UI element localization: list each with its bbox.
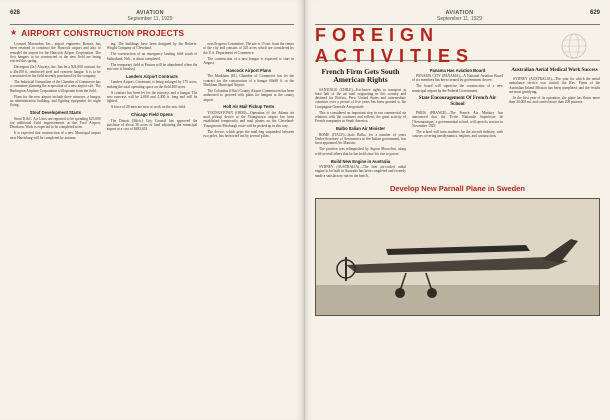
banner-title: FOREIGN ACTIVITIES <box>315 24 475 66</box>
subhead: Build New Engine in Australia <box>330 158 391 164</box>
right-page-number: 629 <box>589 10 600 16</box>
left-running-head <box>10 10 294 25</box>
paragraph: Davenport (Ia.) Airways, Inc. has let a $24,000 contract for a 40x100 ft. reinforced steel and concrete hangar. It is to be constructed on the field recently purchased by the company. <box>10 65 101 78</box>
paragraph: ing. The buildings have been designed by the Roberts-Wright Company of Cleveland. <box>106 42 198 51</box>
paragraph: PARIS (FRANCE)—The French Air Ministry has announced that the 'Ecole Nationale Superieure de l'Aeronautique,' a governmental school, will open its session in November 1929. <box>412 110 503 128</box>
subhead: Landers Airport Contracts <box>126 73 178 79</box>
left-masthead <box>128 10 173 22</box>
paragraph: ROME (ITALY)—Italo Balbo, for a number of years Under-Secretary of Aeronautics in the Italian government, has been appointed Air Minister. <box>315 132 406 146</box>
left-column-1 <box>10 42 101 142</box>
right-column-1 <box>315 65 406 180</box>
paragraph: The school will train students for the aircraft industry, with courses covering aerodynamics, engines, and construction. <box>412 129 503 139</box>
paragraph: SYDNEY (AUSTRALIA)—The year for which the aerial ambulance service was started, the Rev. Flynn of the Australian Inland Mission has been completed, and the results are most gratifying. <box>509 77 600 94</box>
plane-photo <box>315 198 600 316</box>
paragraph: SYDNEY (AUSTRALIA)—The first air-cooled radial engine to be built in Australia has been completed and recently made a satisfactory run on the bench. <box>315 165 406 178</box>
paragraph: In the first year of its operation, the plane has flown more than 20,000 mi. and carried more than 200 patients. <box>509 95 600 105</box>
right-page <box>305 0 610 420</box>
right-column-2 <box>412 65 503 180</box>
paragraph: The position was relinquished by Signor Mussolini, along with several others that he has held since his rise to power. <box>315 147 406 156</box>
paragraph: The device, which grips the mail bag suspended between two poles, has been tried out by several pilots. <box>203 129 295 139</box>
paragraph: Stout D.&C. Air Lines are reported to be spending $25,000 for additional field improvements at the Ford Airport, Dearborn. Work is expected to be completed soon. <box>10 116 101 130</box>
subhead: Balbo Italian Air Minister <box>336 126 385 132</box>
right-running-head <box>315 10 600 25</box>
right-columns <box>315 65 600 180</box>
paragraph: SANTIAGO (CHILE)—Exclusive rights to transport at least half of the air mail originating in this country and destined for Bolivia, Peru, United States and intermediate countries over a period of five years has been granted to the Compagnie Generale Aeropostale. <box>315 87 406 109</box>
right-magazine-name: AVIATION <box>445 10 474 16</box>
article-headline: State Encouragement Of French Air School <box>418 95 497 107</box>
paragraph: A force of 20 men are now at work on the new field. <box>110 105 187 110</box>
right-issue-date: September 11, 1929 <box>437 16 482 22</box>
paragraph: Leonard Macomber, Inc., airport engineers, Boston, has been retained to construct the Hancock airport and also to remodel the airport for the Hancock Airport Corporation. The first hangars to be constructed at the new field are being erected this spring. <box>10 42 101 64</box>
paragraph: The Markham (Ill.) Chamber of Commerce has let the contract for the construction of a hangar 60x80 ft. at the Markham Municipal Airport. <box>203 74 295 87</box>
photo-caption: Develop New Parnall Plane in Sweden <box>389 183 526 193</box>
paragraph: YOUNGSTOWN (OHIO)—Operation of the Adams air mail pickup device at the Youngstown airport has been established temporarily and mail planes on the Cleveland-Youngstown-Pittsburgh route will be picked up in this way. <box>203 110 295 128</box>
subhead: Stout Development Starts <box>29 110 81 116</box>
paragraph: The construction of an emergency landing field south of Sutherland, Neb., is about completed. <box>106 52 198 61</box>
foreign-activities-banner <box>315 24 600 66</box>
paragraph: Landers Airport, Cincinnati, is being enlarged by 175 acres, making the total operating space on the field 480 acres. <box>106 80 198 89</box>
subhead: Panama Has Aviation Board <box>429 67 486 73</box>
section-title: AIRPORT CONSTRUCTION PROJECTS <box>21 28 185 38</box>
paragraph: This is considered an important step in our commercial air relations with the continent and reflects the great activity of French companies in South America. <box>315 110 406 124</box>
article-headline: Australian Aerial Medical Work Success <box>511 68 598 73</box>
paragraph: A contract has been let for the runways and a hangar. The new runways will be 2,000 and 2,400 ft. long and will be lighted. <box>106 90 198 104</box>
left-column-3 <box>203 42 294 142</box>
paragraph: The temporary field at Paxton will be abandoned when the new one is finished. <box>106 62 198 72</box>
subhead: Chicago Field Opens <box>131 112 173 118</box>
subhead: Holt Air Mail Pickup Tests <box>223 104 275 110</box>
paragraph: It is expected that construction of a new Municipal airport near Harrisburg will be completed by autumn. <box>10 131 101 140</box>
left-magazine-name: AVIATION <box>136 10 164 16</box>
paragraph: The Columbia (Ohio) County Airport Commission has been authorized to proceed with plans for hangars at the county airport. <box>203 88 295 102</box>
globe-icon <box>554 31 594 61</box>
paragraph: The board will supervise the construction of a new municipal airport by the Federal Government. <box>412 84 503 93</box>
monoplane-illustration <box>316 199 600 316</box>
right-column-3 <box>509 65 600 180</box>
article-headline: French Firm Gets South American Rights <box>321 67 400 85</box>
paragraph: The construction of a new hangar is expected to start in August. <box>203 56 295 65</box>
paragraph: The Industrial Committee of the Chamber of Commerce has a committee planning the acquisition of a new airport site. The Burlington Airplane Corporation will operate from the field. <box>10 79 101 93</box>
left-columns <box>10 42 294 142</box>
left-issue-date: September 11, 1929 <box>127 16 173 22</box>
left-column-2 <box>107 42 198 142</box>
right-masthead <box>437 10 482 22</box>
subhead: Hancock Airport Plans <box>226 67 272 73</box>
paragraph: PANAMA CITY (PANAMA)—A National Aviation Board of six members has been created by government decree. <box>412 74 503 83</box>
paragraph: ness Progress Committee. The site is 1½ mi. from the center of the city and consists of 325 acres which are considered by the U.S. Department of Commerce. <box>203 42 295 55</box>
section-banner <box>10 28 294 38</box>
paragraph: The Detroit (Mich.) City Council has approved the purchase of about 38 acres of land adjoining the municipal airport at a cost of $282,653. <box>106 118 198 132</box>
paragraph: Plans for the new airport include three runways, a hangar, an administration building, and lighting equipment for night flying. <box>10 94 101 108</box>
star-icon: ★ <box>10 28 18 37</box>
left-page-number: 628 <box>10 10 21 16</box>
